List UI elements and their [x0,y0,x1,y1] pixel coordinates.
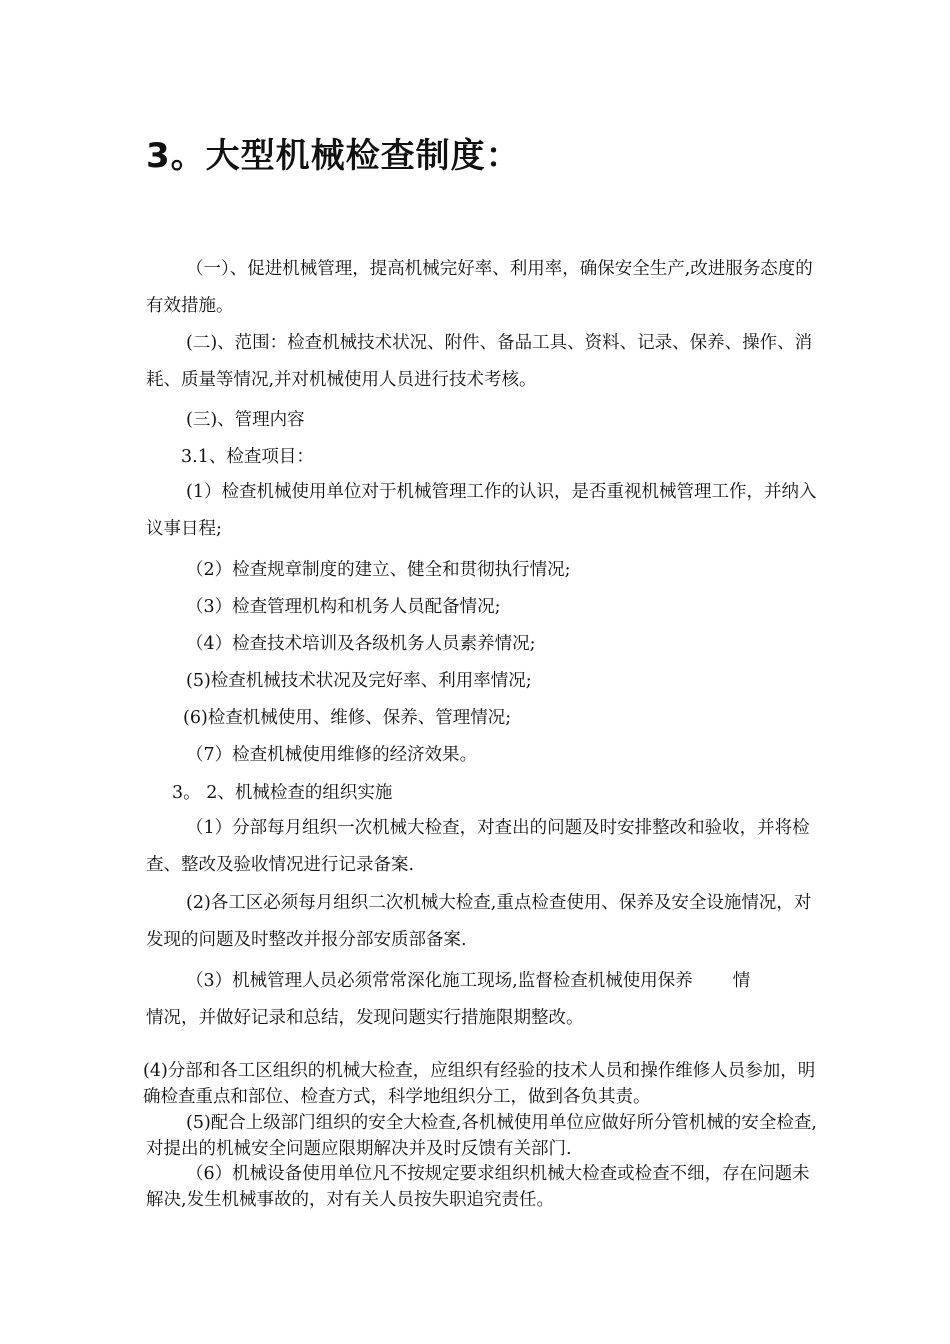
org-item-3-text-a: （3）机械管理人员必须常常深化施工现场,监督检查机械使用保养 [186,971,693,991]
page-title: 3。大型机械检查制度： [146,136,521,176]
item-2: （2）检查规章制度的建立、健全和贯彻执行情况; [186,560,571,580]
org-item-3-line2: 情况，并做好记录和总结，发现问题实行措施限期整改。 [146,1008,584,1028]
org-item-1: （1）分部每月组织一次机械大检查，对查出的问题及时安排整改和验收，并将检查、整改及验收情况进行记录备案. [146,818,810,875]
org-item-3-text-b-start: 情 [732,971,751,991]
heading-inspection-items: 3.1、检查项目： [181,447,314,467]
paragraph-purpose: （一）、促进机械管理，提高机械完好率、利用率，确保安全生产,改进服务态度的有效措施。 [146,259,813,316]
item-1: (1）检查机械使用单位对于机械管理工作的认识，是否重视机械管理工作，并纳入议事日程; [146,482,817,539]
heading-management-content: (三)、管理内容 [186,410,305,430]
item-4: （4）检查技术培训及各级机务人员素养情况; [186,634,536,654]
org-item-2: (2)各工区必须每月组织二次机械大检查,重点检查使用、保养及安全设施情况，对发现的问题及时整改并报分部安质部备案. [146,893,812,950]
item-7: （7）检查机械使用维修的经济效果。 [186,745,478,765]
heading-organization: 3。 2、机械检查的组织实施 [172,783,393,803]
org-item-3-line1 [186,967,750,992]
org-item-5: (5)配合上级部门组织的安全大检查,各机械使用单位应做好所分管机械的安全检查,对提出的机械安全问题应限期解决并及时反馈有关部门. [146,1113,817,1159]
org-item-4: (4)分部和各工区组织的机械大检查，应组织有经验的技术人员和操作维修人员参加，明确检查重点和部位、检查方式，科学地组织分工，做到各负其责。 [143,1061,816,1107]
item-3: （3）检查管理机构和机务人员配备情况; [186,597,501,617]
org-item-6: （6）机械设备使用单位凡不按规定要求组织机械大检查或检查不细，存在问题未解决,发生机械事故的，对有关人员按失职追究责任。 [146,1164,810,1210]
item-6: (6)检查机械使用、维修、保养、管理情况; [183,708,512,728]
item-5: (5)检查机械技术状况及完好率、利用率情况; [186,671,532,691]
paragraph-scope: (二)、范围：检查机械技术状况、附件、备品工具、资料、记录、保养、操作、消耗、质量等情况,并对机械使用人员进行技术考核。 [146,333,813,390]
